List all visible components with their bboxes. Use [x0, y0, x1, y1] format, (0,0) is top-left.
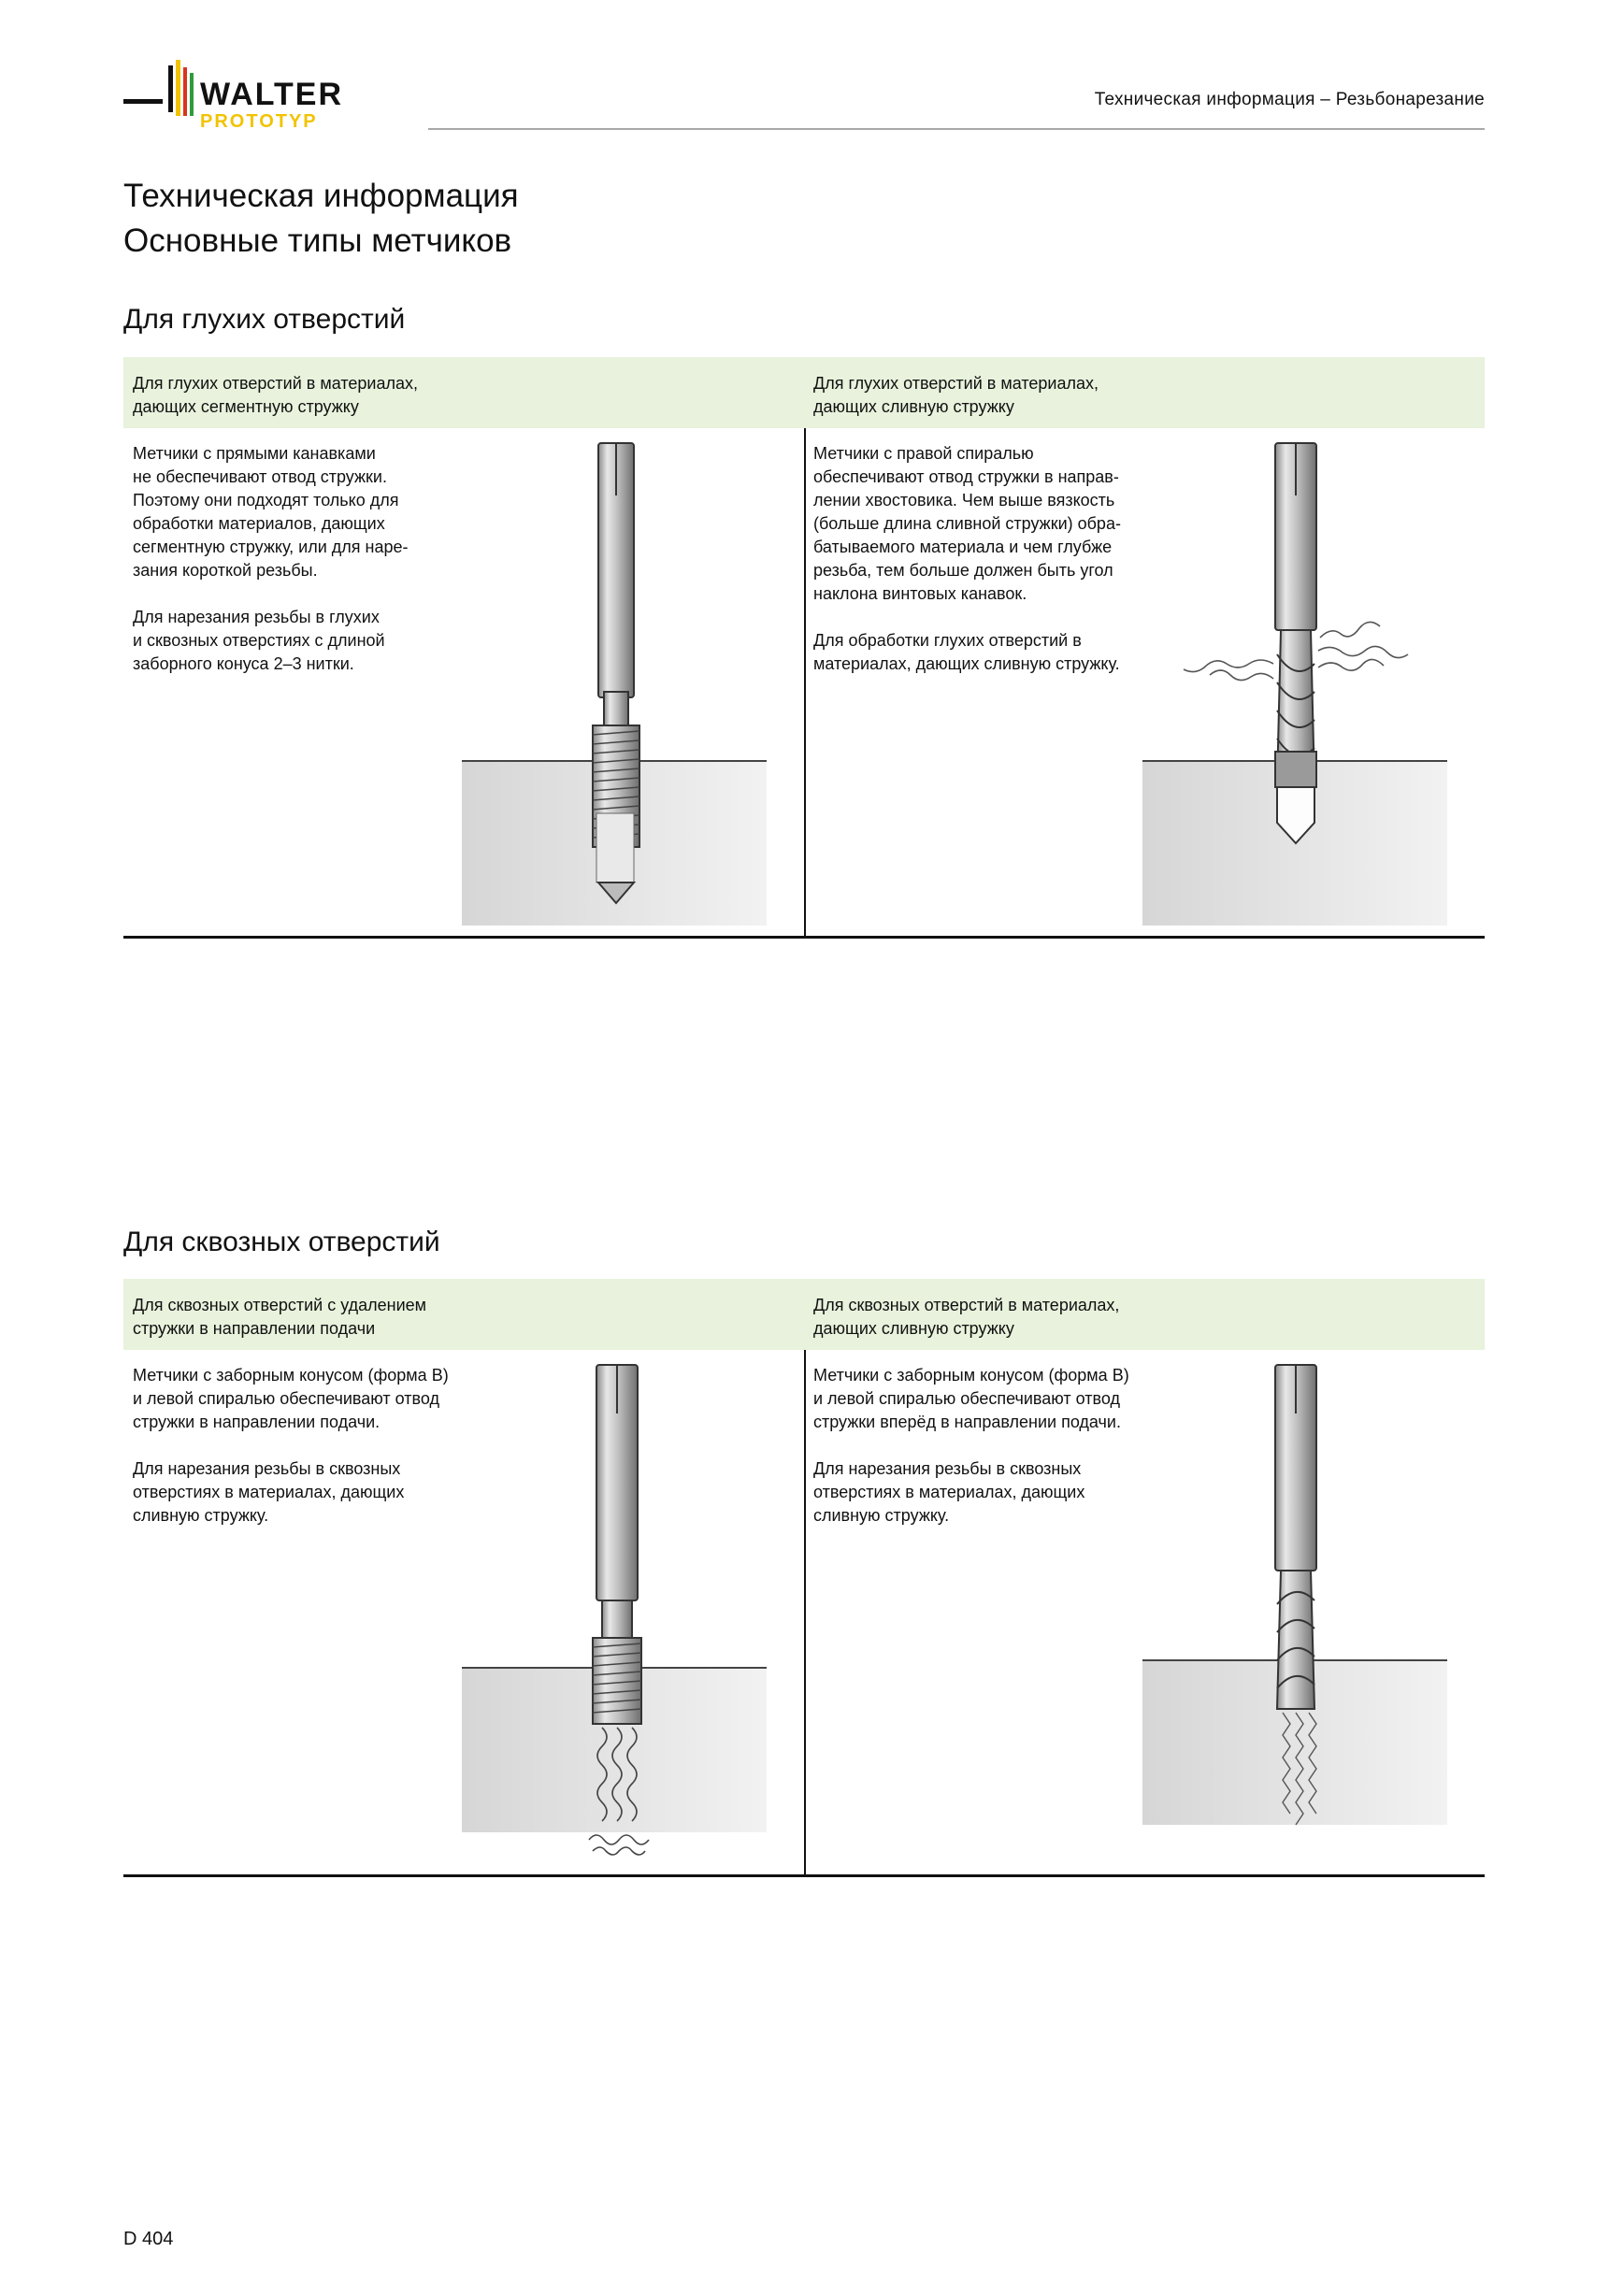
brand-name: WALTER	[200, 77, 344, 112]
table-through-holes	[123, 1279, 1485, 1877]
table-blind-holes	[123, 357, 1485, 939]
column-heading: Для глухих отверстий в материалах, дающих сегментную стружку	[133, 374, 418, 416]
brand-logo	[123, 58, 404, 133]
column-heading: Для сквозных отверстий с удалением стружки в направлении подачи	[133, 1296, 427, 1338]
column-divider	[804, 1350, 806, 1874]
section-title-through-holes: Для сквозных отверстий	[123, 1227, 440, 1257]
header-section-title: Техническая информация – Резьбонарезание	[1094, 90, 1485, 109]
header-divider	[428, 128, 1485, 130]
spiral-point-tap-illustration	[462, 1361, 770, 1866]
column-text: Метчики с прямыми канавками не обеспечивают отвод стружки. Поэтому они подходят только для обработки материалов, дающих сегментную стружку, или для наре- зания короткой резьбы. Для нарезания резьбы в глухих и сквозных отверстиях с длиной заборного конуса 2–3 нитки.	[133, 444, 409, 673]
column-divider	[804, 428, 806, 936]
right-spiral-tap-illustration	[1142, 439, 1451, 926]
table-header	[123, 1279, 1485, 1350]
column-text: Метчики с заборным конусом (форма B) и левой спиралью обеспечивают отвод стружки вперёд в направлении подачи. Для нарезания резьбы в сквозных отверстиях в материалах, дающих сливную стружку.	[813, 1366, 1129, 1525]
page-number: D 404	[123, 2229, 174, 2249]
column-heading: Для сквозных отверстий в материалах, дающих сливную стружку	[813, 1296, 1120, 1338]
brand-subname: PROTOTYP	[200, 111, 318, 132]
page-title: Техническая информация Основные типы метчиков	[123, 178, 519, 259]
section-title-blind-holes: Для глухих отверстий	[123, 304, 406, 335]
straight-flute-tap-illustration	[462, 439, 770, 926]
column-text: Метчики с заборным конусом (форма B) и левой спиралью обеспечивают отвод стружки в направлении подачи. Для нарезания резьбы в сквозных отверстиях в материалах, дающих сливную стружку.	[133, 1366, 449, 1525]
table-header	[123, 357, 1485, 428]
table-bottom-rule	[123, 936, 1485, 939]
table-bottom-rule	[123, 1874, 1485, 1877]
left-spiral-tap-illustration	[1142, 1361, 1451, 1866]
column-text: Метчики с правой спиралью обеспечивают отвод стружки в направ- лении хвостовика. Чем выше вязкость (больше длина сливной стружки) обра- батываемого материала и чем глубже резьба, тем больше должен быть угол наклона винтовых канавок. Для обработки глухих отверстий в материалах, дающих сливную стружку.	[813, 444, 1121, 673]
column-heading: Для глухих отверстий в материалах, дающих сливную стружку	[813, 374, 1099, 416]
